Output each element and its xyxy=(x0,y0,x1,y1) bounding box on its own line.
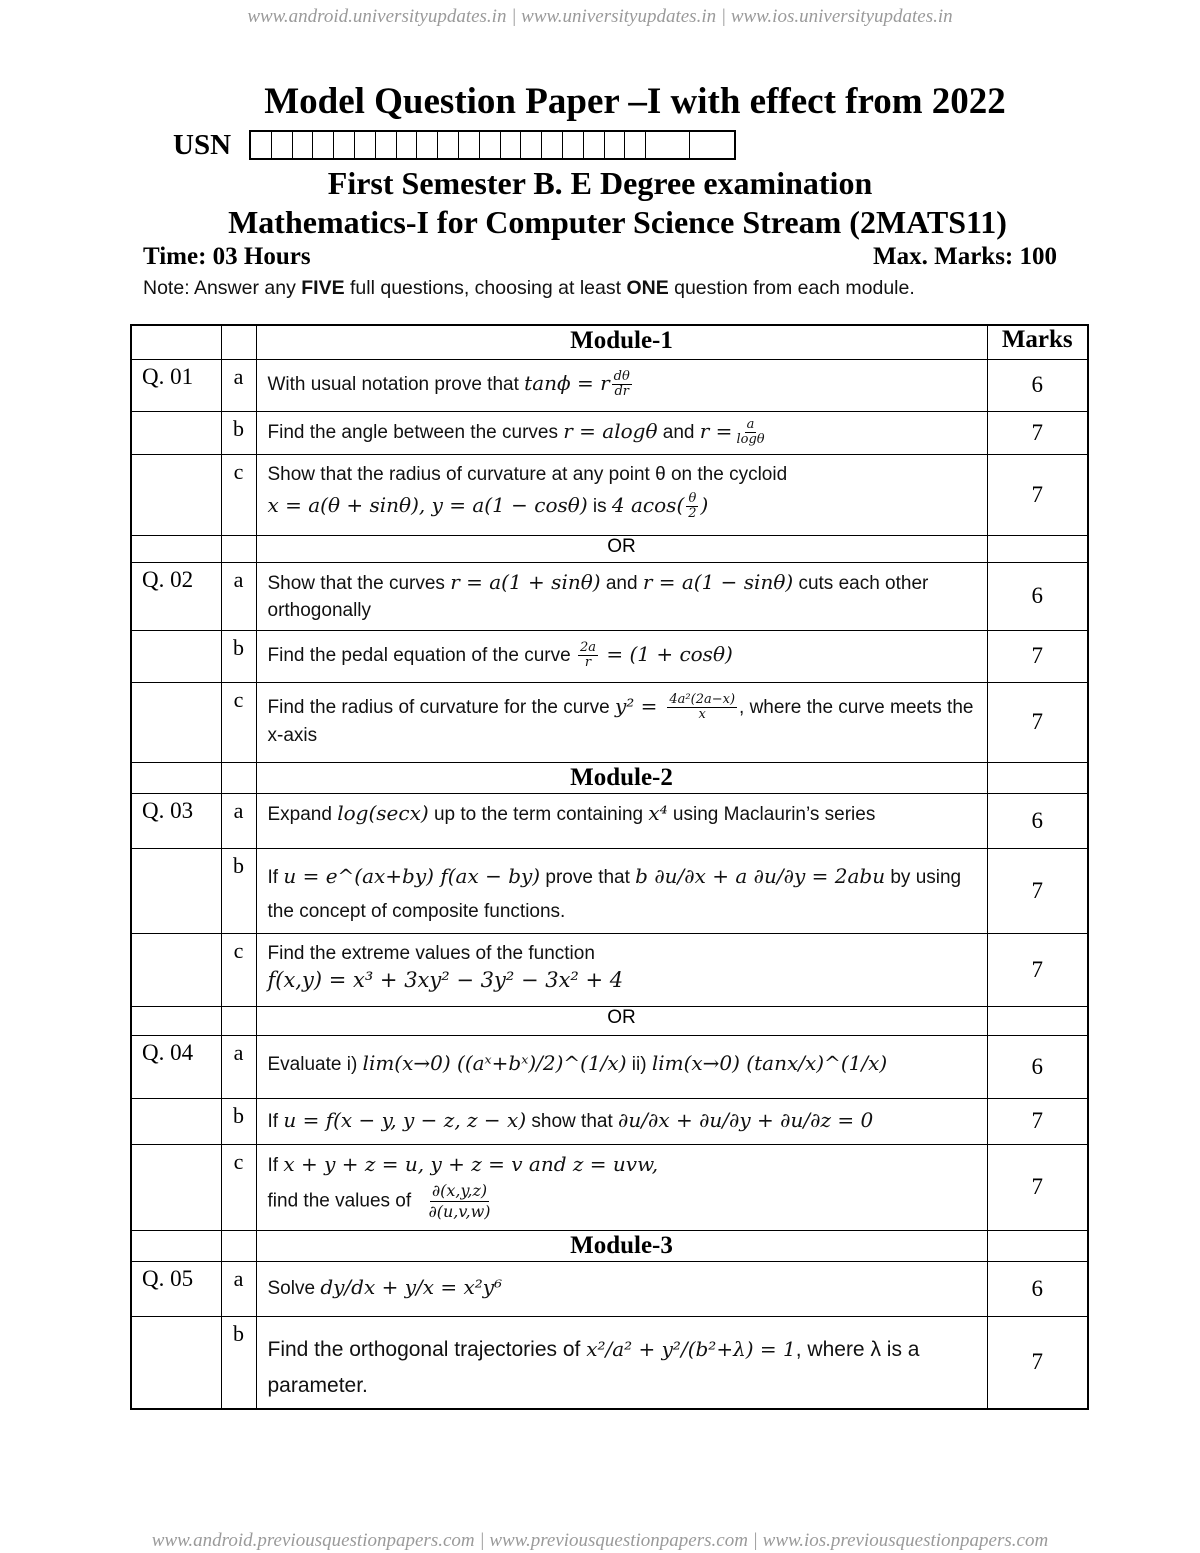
question-text xyxy=(256,411,987,454)
question-prose: Find the pedal equation of the curve xyxy=(267,644,576,666)
question-number: Q. 02 xyxy=(131,562,221,630)
marks-header: Marks xyxy=(987,325,1088,359)
question-prose: Find the orthogonal trajectories of xyxy=(267,1337,587,1361)
marks-value: 6 xyxy=(987,1035,1088,1098)
empty-cell xyxy=(987,1230,1088,1261)
empty-cell xyxy=(221,1230,256,1261)
usn-box[interactable] xyxy=(334,132,355,158)
usn-box[interactable] xyxy=(501,132,522,158)
question-prose: cuts each other orthogonally xyxy=(267,572,929,621)
usn-box[interactable] xyxy=(521,132,542,158)
sub-question-label: b xyxy=(221,411,256,454)
usn-box[interactable] xyxy=(376,132,397,158)
note-emphasis: FIVE xyxy=(301,277,345,299)
math-expression: x = a(θ + sinθ), y = a(1 − cosθ) xyxy=(267,492,588,517)
fraction xyxy=(734,418,766,447)
question-prose: With usual notation prove that xyxy=(267,373,525,395)
sub-question-label: b xyxy=(221,1098,256,1144)
question-text xyxy=(256,1144,987,1230)
marks-value: 7 xyxy=(987,454,1088,535)
subject-heading: Mathematics-I for Computer Science Stream (2MATS11) xyxy=(228,204,1007,240)
math-expression: ∂u/∂x + ∂u/∂y + ∂u/∂z = 0 xyxy=(618,1107,874,1132)
empty-cell xyxy=(131,682,221,762)
question-text xyxy=(256,359,987,411)
marks-value: 7 xyxy=(987,682,1088,762)
fraction-denominator: r xyxy=(584,654,592,670)
question-prose: , where λ is a parameter. xyxy=(267,1337,920,1397)
fraction-numerator: 4a²(2a−x) xyxy=(669,691,736,707)
sub-question-label: a xyxy=(221,1261,256,1316)
question-prose: If xyxy=(267,866,284,888)
math-expression: x⁴ xyxy=(648,800,668,825)
usn-box[interactable] xyxy=(417,132,438,158)
empty-cell xyxy=(131,1006,221,1035)
module-header-row xyxy=(131,1230,1088,1261)
fraction-denominator: x xyxy=(698,706,706,722)
question-prose: Find the extreme values of the function xyxy=(267,942,595,964)
table-row xyxy=(131,682,1088,762)
usn-box[interactable] xyxy=(397,132,418,158)
math-expression: y² = xyxy=(614,693,658,718)
footer-url: www.android.previousquestionpapers.com | www.previousquestionpapers.com | www.ios.previousquestionpapers.com xyxy=(151,1530,1049,1551)
question-prose: find the values of xyxy=(267,1190,417,1212)
question-prose: and xyxy=(657,421,700,443)
question-prose: Solve xyxy=(267,1277,321,1299)
usn-box[interactable] xyxy=(542,132,563,158)
empty-cell xyxy=(987,1006,1088,1035)
note-text: full questions, choosing at least xyxy=(344,277,627,299)
marks-value: 6 xyxy=(987,1261,1088,1316)
math-expression: 4 acos xyxy=(611,492,677,517)
question-text xyxy=(256,1316,987,1409)
question-prose: Show that the curves xyxy=(267,572,451,594)
math-expression: dy/dx + y/x = x²y⁶ xyxy=(320,1274,503,1299)
empty-cell xyxy=(131,630,221,682)
math-expression: u = e^(ax+by) f(ax − by) xyxy=(283,863,541,888)
question-prose: Expand xyxy=(267,803,338,825)
fraction-numerator: θ xyxy=(688,490,697,506)
sub-question-label: b xyxy=(221,630,256,682)
usn-boxes xyxy=(249,130,736,160)
note-text: question from each module. xyxy=(668,277,915,299)
empty-cell xyxy=(131,325,221,359)
fraction xyxy=(578,641,598,670)
empty-cell xyxy=(987,762,1088,793)
usn-box[interactable] xyxy=(690,132,734,158)
math-expression: tanϕ = r xyxy=(524,370,610,395)
math-expression: lim(x→0) ((aˣ+bˣ)/2)^(1/x) xyxy=(362,1050,627,1075)
sub-question-label: c xyxy=(221,933,256,1006)
question-number: Q. 05 xyxy=(131,1261,221,1316)
math-expression: x²/a² + y²/(b²+λ) = 1 xyxy=(586,1336,796,1361)
empty-cell xyxy=(131,535,221,562)
module-title: Module-3 xyxy=(256,1230,987,1261)
empty-cell xyxy=(131,454,221,535)
question-text xyxy=(256,1098,987,1144)
module-header-row xyxy=(131,325,1088,359)
question-text xyxy=(256,933,987,1006)
marks-value: 7 xyxy=(987,630,1088,682)
table-row xyxy=(131,1316,1088,1409)
module-title: Module-1 xyxy=(256,325,987,359)
usn-box[interactable] xyxy=(563,132,584,158)
sub-question-label: b xyxy=(221,848,256,933)
sub-question-label: a xyxy=(221,793,256,848)
marks-value: 7 xyxy=(987,1316,1088,1409)
usn-label: USN xyxy=(173,128,232,161)
usn-box[interactable] xyxy=(605,132,626,158)
question-text xyxy=(256,1035,987,1098)
fraction-denominator: logθ xyxy=(736,431,765,447)
sub-question-label: a xyxy=(221,359,256,411)
empty-cell xyxy=(221,535,256,562)
time-label: Time: 03 Hours xyxy=(143,243,311,270)
note-text: Note: Answer any xyxy=(143,277,302,299)
sub-question-label: a xyxy=(221,1035,256,1098)
usn-box[interactable] xyxy=(584,132,605,158)
question-prose: ii) xyxy=(626,1053,652,1075)
fraction-numerator: a xyxy=(746,416,755,432)
question-prose: up to the term containing xyxy=(428,803,649,825)
question-prose: If xyxy=(267,1154,284,1176)
question-prose: prove that xyxy=(540,866,636,888)
empty-cell xyxy=(131,762,221,793)
question-prose: show that xyxy=(526,1110,619,1132)
marks-value: 6 xyxy=(987,793,1088,848)
question-prose: by using the concept of composite functions. xyxy=(267,866,962,922)
fraction xyxy=(686,492,698,521)
max-marks-label: Max. Marks: 100 xyxy=(873,243,1057,270)
math-expression: b ∂u/∂x + a ∂u/∂y = 2abu xyxy=(635,863,886,888)
empty-cell xyxy=(131,933,221,1006)
empty-cell xyxy=(987,535,1088,562)
usn-box[interactable] xyxy=(293,132,314,158)
math-expression: r = xyxy=(699,418,733,443)
usn-box[interactable] xyxy=(625,132,646,158)
question-prose: , where the curve meets the x-axis xyxy=(267,696,974,746)
module-header-row xyxy=(131,762,1088,793)
table-row xyxy=(131,1035,1088,1098)
question-prose: If xyxy=(267,1110,284,1132)
question-text xyxy=(256,793,987,848)
empty-cell xyxy=(131,848,221,933)
or-row xyxy=(131,1006,1088,1035)
fraction-denominator: dr xyxy=(614,383,630,399)
usn-box[interactable] xyxy=(355,132,376,158)
usn-box[interactable] xyxy=(480,132,501,158)
sub-question-label: c xyxy=(221,454,256,535)
table-row xyxy=(131,454,1088,535)
math-expression: x + y + z = u, y + z = v and z = uvw, xyxy=(283,1151,659,1176)
question-prose: Evaluate i) xyxy=(267,1053,363,1075)
math-expression: r = a(1 − sinθ) xyxy=(642,569,794,594)
sub-question-label: c xyxy=(221,682,256,762)
marks-value: 6 xyxy=(987,359,1088,411)
empty-cell xyxy=(131,1098,221,1144)
math-expression: r = a(1 + sinθ) xyxy=(450,569,601,594)
sub-question-label: b xyxy=(221,1316,256,1409)
marks-value: 7 xyxy=(987,848,1088,933)
empty-cell xyxy=(221,325,256,359)
usn-row xyxy=(173,128,736,162)
question-prose: Find the radius of curvature for the curve xyxy=(267,696,615,718)
header-url: www.android.universityupdates.in | www.universityupdates.in | www.ios.universityupdates.in xyxy=(247,6,953,27)
question-text xyxy=(256,630,987,682)
math-expression: u = f(x − y, y − z, z − x) xyxy=(283,1107,527,1132)
marks-value: 7 xyxy=(987,411,1088,454)
note-emphasis: ONE xyxy=(626,277,669,299)
marks-value: 7 xyxy=(987,933,1088,1006)
fraction-denominator: 2 xyxy=(688,505,697,521)
or-separator: OR xyxy=(256,1006,987,1035)
question-number: Q. 01 xyxy=(131,359,221,411)
module-title: Module-2 xyxy=(256,762,987,793)
table-row xyxy=(131,1144,1088,1230)
usn-box[interactable] xyxy=(251,132,272,158)
fraction-numerator: ∂(x,y,z) xyxy=(431,1180,488,1200)
table-row xyxy=(131,562,1088,630)
fraction xyxy=(667,693,737,722)
question-text xyxy=(256,848,987,933)
marks-value: 6 xyxy=(987,562,1088,630)
question-text xyxy=(256,1261,987,1316)
sub-question-label: c xyxy=(221,1144,256,1230)
empty-cell xyxy=(221,1006,256,1035)
fraction xyxy=(612,370,632,399)
marks-value: 7 xyxy=(987,1098,1088,1144)
empty-cell xyxy=(131,411,221,454)
usn-box[interactable] xyxy=(459,132,480,158)
or-separator: OR xyxy=(256,535,987,562)
question-text: Show that the radius of curvature at any point θ on the cycloid x = a(θ + sinθ), y = a(1 − cosθ) is 4 acos( $\frac{\theta}{2}$ ) xyxy=(256,454,987,535)
or-row xyxy=(131,535,1088,562)
table-row xyxy=(131,411,1088,454)
fraction-denominator: ∂(u,v,w) xyxy=(428,1201,491,1221)
empty-cell xyxy=(131,1144,221,1230)
fraction-numerator: 2a xyxy=(579,639,596,655)
math-expression: = (1 + cosθ) xyxy=(599,641,733,666)
math-expression: r = alogθ xyxy=(563,418,658,443)
usn-box[interactable] xyxy=(313,132,334,158)
question-table xyxy=(130,324,1089,1410)
table-row xyxy=(131,848,1088,933)
table-row xyxy=(131,1098,1088,1144)
question-prose: Show that the radius of curvature at any point θ on the cycloid xyxy=(267,463,788,485)
table-row xyxy=(131,1261,1088,1316)
paper-title: Model Question Paper –I with effect from 2022 xyxy=(264,81,1006,122)
table-row xyxy=(131,630,1088,682)
table-row xyxy=(131,359,1088,411)
question-prose: using Maclaurin’s series xyxy=(667,803,876,825)
fraction-numerator: dθ xyxy=(613,368,630,384)
empty-cell xyxy=(221,762,256,793)
table-row xyxy=(131,933,1088,1006)
instructions-note xyxy=(143,277,915,300)
question-number: Q. 04 xyxy=(131,1035,221,1098)
marks-value: 7 xyxy=(987,1144,1088,1230)
usn-box[interactable] xyxy=(272,132,293,158)
table-row xyxy=(131,793,1088,848)
semester-heading: First Semester B. E Degree examination xyxy=(327,165,873,201)
empty-cell xyxy=(131,1230,221,1261)
math-expression: log(secx) xyxy=(337,800,429,825)
question-prose: Find the angle between the curves xyxy=(267,421,564,443)
question-text xyxy=(256,562,987,630)
math-expression: lim(x→0) (tanx/x)^(1/x) xyxy=(651,1050,888,1075)
usn-box[interactable] xyxy=(438,132,459,158)
empty-cell xyxy=(131,1316,221,1409)
question-number: Q. 03 xyxy=(131,793,221,848)
usn-box[interactable] xyxy=(646,132,690,158)
question-prose: and xyxy=(600,572,643,594)
question-text xyxy=(256,682,987,762)
question-prose: is xyxy=(587,495,612,517)
math-expression: f(x,y) = x³ + 3xy² − 3y² − 3x² + 4 xyxy=(267,967,624,992)
sub-question-label: a xyxy=(221,562,256,630)
fraction xyxy=(426,1181,492,1222)
